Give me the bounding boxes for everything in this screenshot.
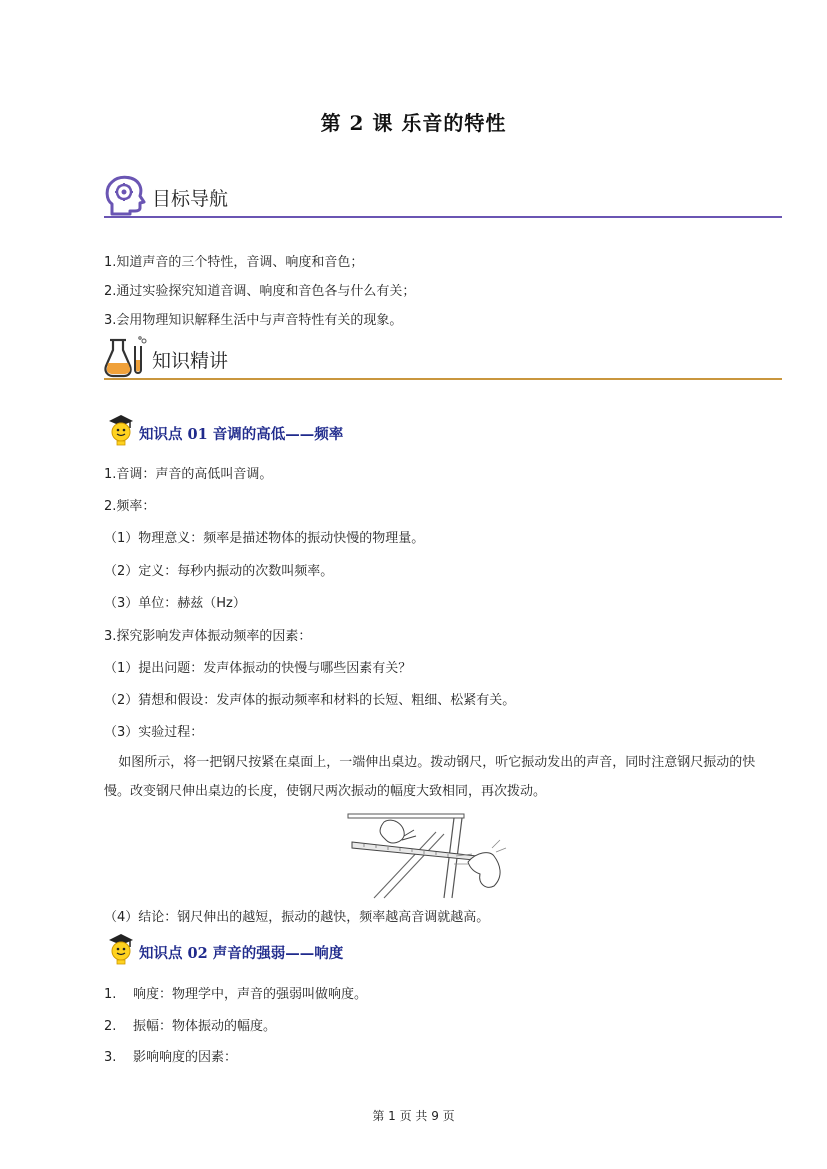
- brain-head-icon: [104, 174, 148, 216]
- page-footer: 第 1 页 共 9 页: [372, 1109, 455, 1123]
- kp1-conclusion: （4）结论：钢尺伸出的越短，振动的越快，频率越高音调就越高。: [104, 910, 490, 925]
- steel-ruler-illustration: [344, 812, 514, 900]
- kp2-item-2-num: 2.: [104, 1019, 117, 1034]
- kp2-item-1-text: 响度：物理学中，声音的强弱叫做响度。: [133, 987, 368, 1002]
- kp1-line-2: 2.频率：: [104, 499, 156, 514]
- section-knowledge-label: 知识精讲: [152, 350, 229, 372]
- goal-item-1: 1.知道声音的三个特性，音调、响度和音色；: [104, 255, 364, 270]
- lab-flask-icon: [104, 336, 150, 378]
- graduate-bulb-icon: [106, 413, 136, 447]
- kp1-line-1: 1.音调：声音的高低叫音调。: [104, 467, 273, 482]
- kp1-line-4: （2）定义：每秒内振动的次数叫频率。: [104, 564, 334, 579]
- section-knowledge-header: [104, 334, 782, 380]
- goal-item-2: 2.通过实验探究知道音调、响度和音色各与什么有关；: [104, 284, 416, 299]
- knowledge-point-01-title: 知识点 01 音调的高低——频率: [139, 426, 344, 443]
- kp1-line-3: （1）物理意义：频率是描述物体的振动快慢的物理量。: [104, 531, 425, 546]
- goal-item-3: 3.会用物理知识解释生活中与声音特性有关的现象。: [104, 313, 403, 328]
- kp2-item-1-num: 1.: [104, 987, 117, 1002]
- kp1-paragraph-text: 如图所示，将一把钢尺按紧在桌面上，一端伸出桌边。拨动钢尺，听它振动发出的声音，同时注意钢尺振动的快慢。改变钢尺伸出桌边的长度，使钢尺两次振动的幅度大致相同，再次拨动。: [104, 755, 756, 799]
- kp1-line-7: （1）提出问题：发声体振动的快慢与哪些因素有关？: [104, 661, 412, 676]
- section-knowledge-rule: [104, 378, 782, 380]
- kp2-item-3-num: 3.: [104, 1050, 117, 1065]
- kp1-line-8: （2）猜想和假设：发声体的振动频率和材料的长短、粗细、松紧有关。: [104, 693, 516, 708]
- kp2-item-1: [104, 983, 367, 1002]
- kp2-item-3: [104, 1046, 237, 1065]
- kp1-line-9: （3）实验过程：: [104, 725, 204, 740]
- graduate-bulb-icon: [106, 932, 136, 966]
- page-title: 第 2 课 乐音的特性: [320, 111, 507, 135]
- kp2-item-3-text: 影响响度的因素：: [133, 1050, 238, 1065]
- section-goals-rule: [104, 216, 782, 218]
- kp1-line-5: （3）单位：赫兹（Hz）: [104, 596, 246, 611]
- kp2-item-2-text: 振幅：物体振动的幅度。: [133, 1019, 277, 1034]
- section-goals-label: 目标导航: [152, 188, 229, 210]
- knowledge-point-02-title: 知识点 02 声音的强弱——响度: [139, 945, 344, 962]
- kp2-item-2: [104, 1015, 276, 1034]
- kp1-experiment-paragraph: [104, 748, 780, 806]
- kp1-line-6: 3.探究影响发声体振动频率的因素：: [104, 629, 312, 644]
- section-goals-header: [104, 172, 782, 218]
